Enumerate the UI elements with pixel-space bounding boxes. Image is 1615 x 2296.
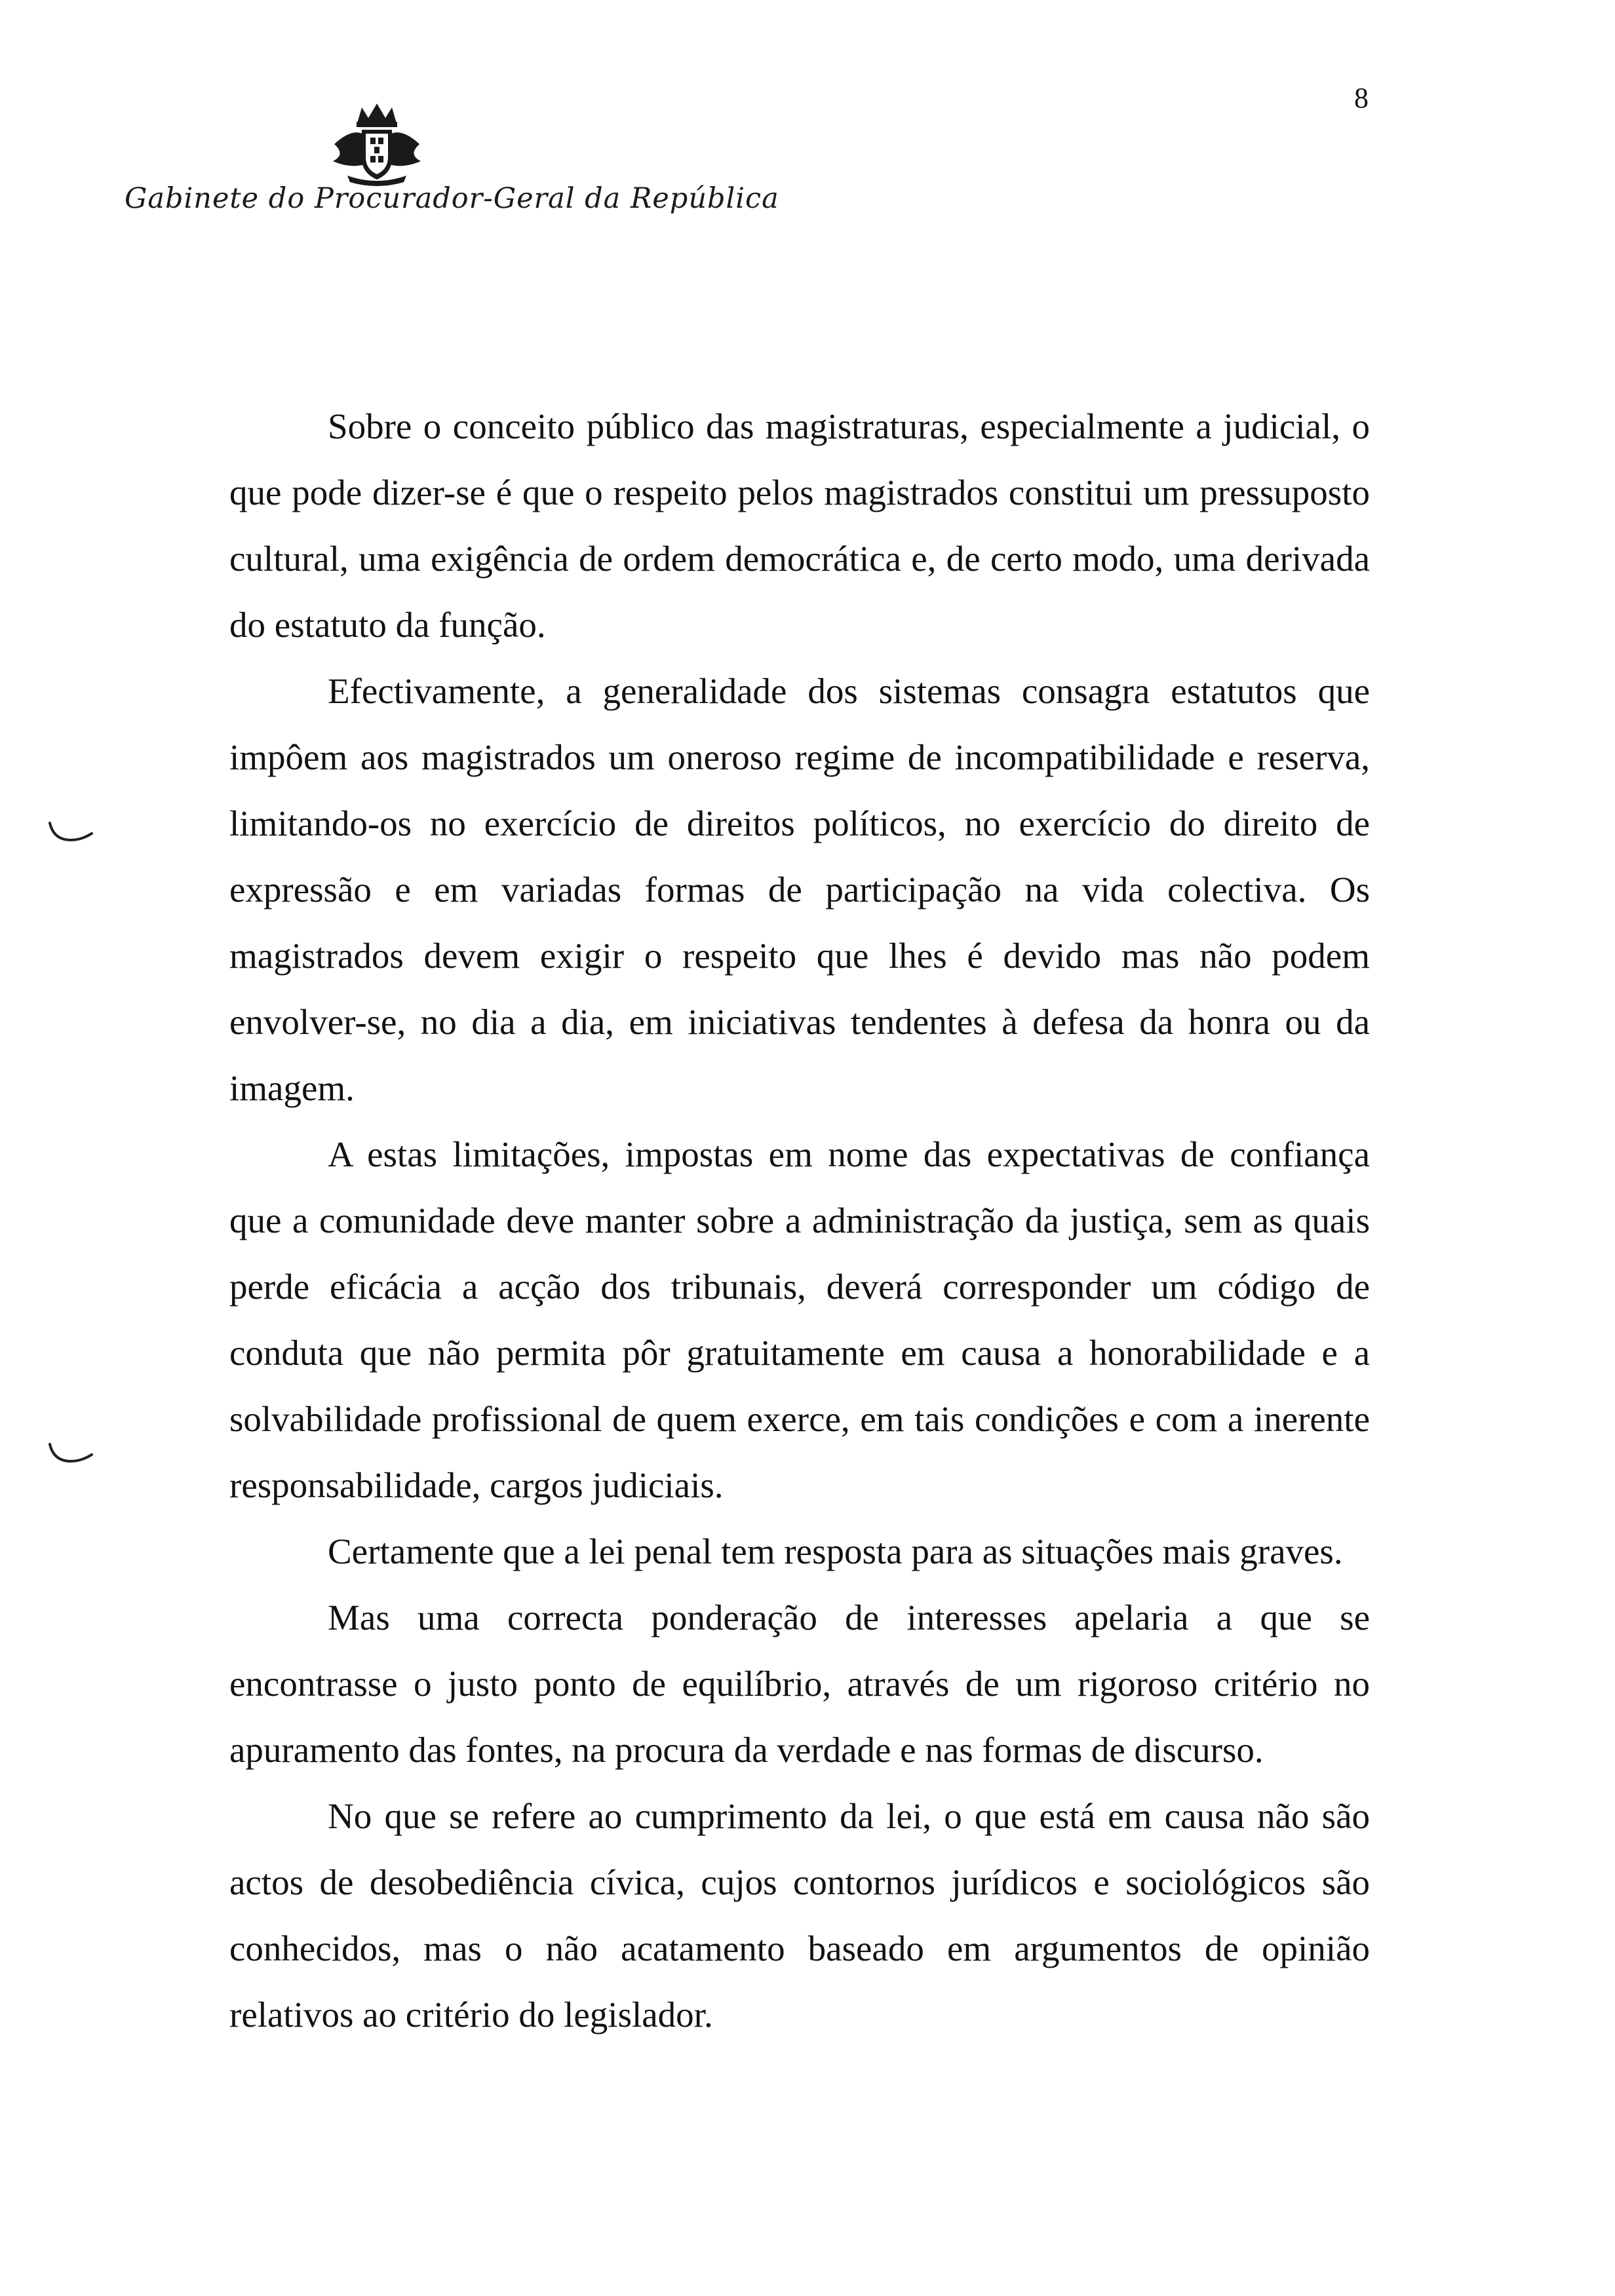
- page-number: 8: [1354, 82, 1369, 114]
- paragraph: Efectivamente, a generalidade dos sistemas consagra estatutos que impôem aos magistrados um oneroso regime de incompatibilidade e reserva, limitando-os no exercício de direitos políticos, no exercício do direito de expressão e em variadas formas de participação na vida colectiva. Os magistrados devem exigir o respeito que lhes é devido mas não podem envolver-se, no dia a dia, em iniciativas tendentes à defesa da honra ou da imagem.: [229, 671, 1370, 1108]
- document-body: [229, 393, 1370, 2048]
- coat-of-arms-icon: [328, 98, 426, 187]
- margin-tick-mark: [47, 1442, 94, 1468]
- paragraph: Certamente que a lei penal tem resposta para as situações mais graves.: [328, 1531, 1343, 1571]
- letterhead: Gabinete do Procurador-Geral da República: [125, 182, 779, 215]
- paragraph: Mas uma correcta ponderação de interesses apelaria a que se encontrasse o justo ponto de equilíbrio, através de um rigoroso critério no apuramento das fontes, na procura da verdade e nas formas de discurso.: [229, 1598, 1370, 1770]
- paragraph: Sobre o conceito público das magistraturas, especialmente a judicial, o que pode dizer-se é que o respeito pelos magistrados constitui um pressuposto cultural, uma exigência de ordem democrática e, de certo modo, uma derivada do estatuto da função.: [229, 406, 1370, 645]
- margin-tick-mark: [47, 820, 94, 847]
- paragraph: A estas limitações, impostas em nome das expectativas de confiança que a comunidade deve manter sobre a administração da justiça, sem as quais perde eficácia a acção dos tribunais, deverá corresponder um código de conduta que não permita pôr gratuitamente em causa a honorabilidade e a solvabilidade profissional de quem exerce, em tais condições e com a inerente responsabilidade, cargos judiciais.: [229, 1134, 1370, 1505]
- paragraph: No que se refere ao cumprimento da lei, o que está em causa não são actos de desobediência cívica, cujos contornos jurídicos e sociológicos são conhecidos, mas o não acatamento baseado em argumentos de opinião relativos ao critério do legislador.: [229, 1796, 1370, 2035]
